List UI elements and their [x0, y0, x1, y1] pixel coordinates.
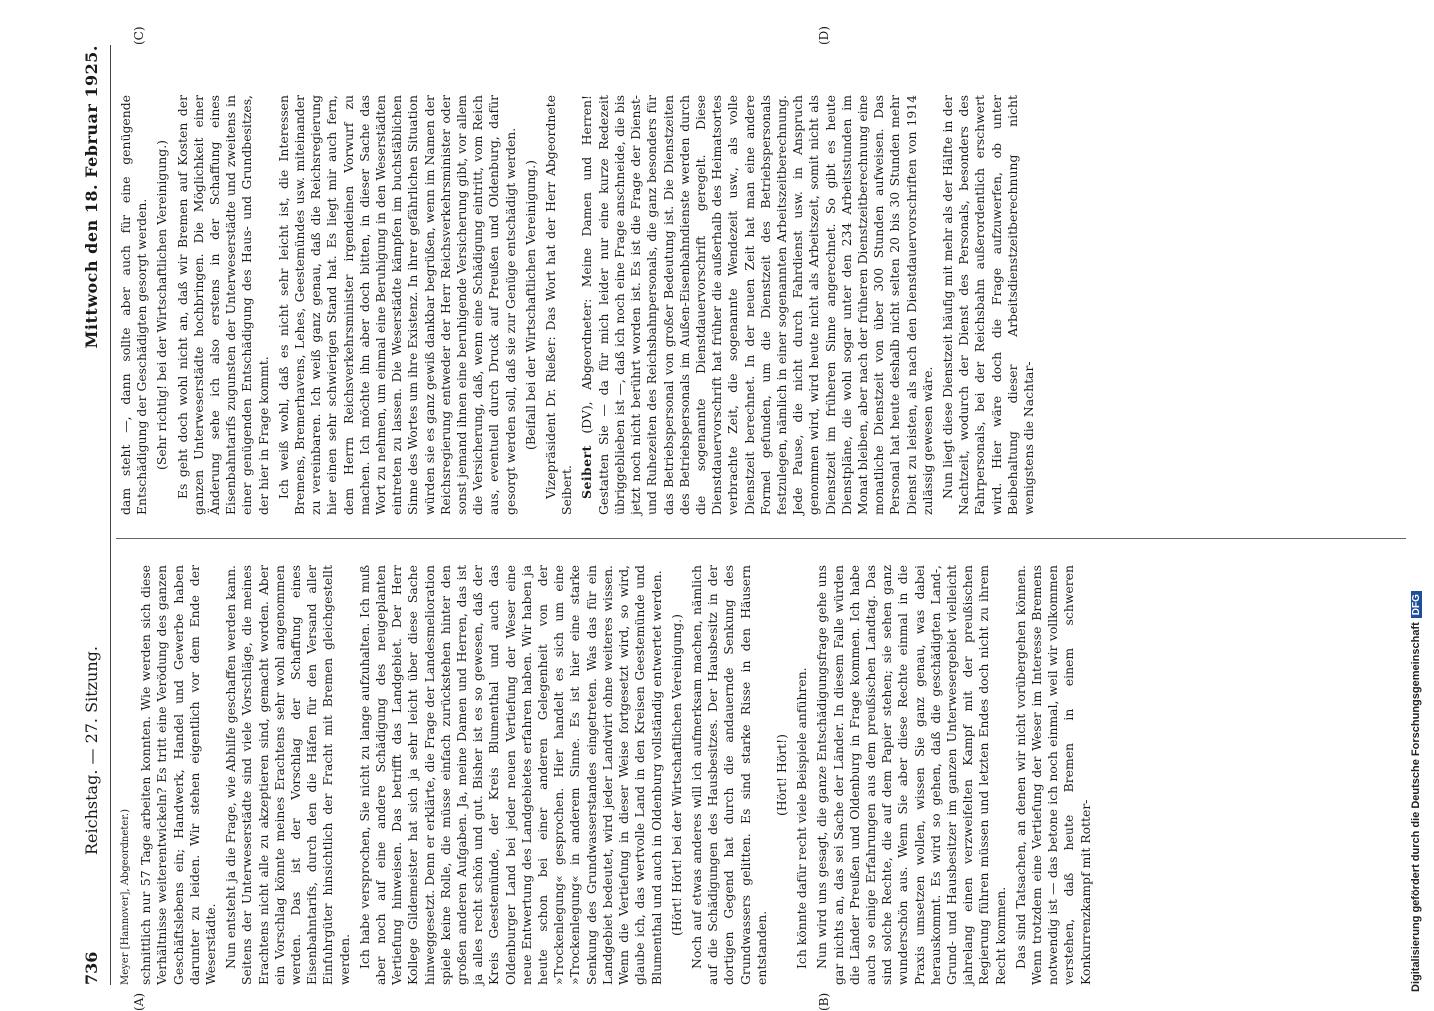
margin-marker-c: (C)	[132, 26, 146, 45]
header-rule	[110, 45, 111, 985]
reaction: (Beifall bei der Wirtschaftlichen Vereinigung.)	[522, 160, 538, 450]
paragraph: schnittlich nur 57 Tage arbeiten konnten. Wie werden sich diese Verhältnisse weiterentwickeln? Es tritt eine Verödung des ganzen Geschäftslebens ein; Handwerk, Handel und Gewerbe haben darunter zu leiden. Wir stehen eigentlich vor dem Ende der Weserstädte.	[138, 565, 219, 985]
paragraph: Nun wird uns gesagt, die ganze Entschädigungsfrage gehe uns gar nichts an, das sei Sache der Länder. In diesem Falle würden die Länder Preußen und Oldenburg in Frage kommen. Ich habe auch so einige Erfahrungen aus dem preußischen Landtag. Das sind solche Rechte, die auf dem Papier stehen; sie sehen ganz wunderschön aus. Wenn Sie aber diese Rechte einmal in die Praxis umsetzen wollen, wissen Sie ganz genau, was dabei herauskommt. Es wird so gehen, daß die geschädigten Land-, Grund- und Hausbesitzer im ganzen Unterwesergebiet vielleicht jahrelang einen verzweifelten Kampf mit der preußischen Regierung führen müssen und letzten Endes doch nicht zu ihrem Recht kommen.	[814, 565, 1008, 985]
paragraph: Ich weiß wohl, daß es nicht sehr leicht ist, die Interessen Bremens, Bremerhavens, Lehes, Geestemündes usw. miteinander zu vereinbaren. Ich weiß ganz genau, daß die Reichsregierung hier einen sehr schwierigen Stand hat. Es liegt mir auch fern, dem Herrn Reichsverkehrsminister irgendeinen Vorwurf zu machen. Ich möchte ihn aber doch bitten, in dieser Sache das Wort zu nehmen, um einmal eine Beruhigung in den Weserstädten eintreten zu lassen. Die Weserstädte kämpfen im buchstäblichen Sinne des Wortes um ihre Existenz. In ihrer gefährlichen Situation würden sie es ganz gewiß dankbar begrüßen, wenn im Namen der Reichsregierung entweder der Herr Reichsverkehrsminister oder sonst jemand ihnen eine beruhigende Versicherung gibt, vor allem die Versicherung, daß, wenn eine Schädigung eintritt, vom Reich aus, eventuell durch Druck auf Preußen und Oldenburg, dafür gesorgt werden soll, daß sie zur Genüge entschädigt werden.	[275, 95, 518, 515]
margin-marker-a: (A)	[132, 992, 146, 1011]
paragraph	[579, 95, 935, 515]
rotated-document-page	[82, 26, 1412, 1011]
president-statement: Vizepräsident Dr. Rießer: Das Wort hat der Herr Abgeordnete Seibert.	[543, 95, 575, 515]
margin-marker-b: (B)	[817, 992, 831, 1011]
paragraph: Das sind Tatsachen, an denen wir nicht vorübergehen können. Wenn trotzdem eine Vertiefung der Weser im Interesse Bremens notwendig ist — das betone ich noch einmal, weil wir vollkommen verstehen, daß heute Bremen in einem schweren Konkurrenzkampf mit Rotter-	[1012, 565, 1093, 985]
funding-text: Digitalisierung gefördert durch die Deutsche Forschungsgemeinschaft	[1410, 622, 1422, 992]
column-divider	[116, 538, 1406, 539]
speech-text: (DV), Abgeordneter: Meine Damen und Herren! Gestatten Sie — da für mich leider nur eine kurze Redezeit übriggeblieben ist —, daß ich noch eine Frage anschneide, die bis jetzt noch nicht berührt worden ist. Es ist die Frage der Dienst- und Ruhezeiten des Reichsbahnpersonals, die ganz besonders für das Betriebspersonal von großer Bedeutung ist. Die Dienstzeiten des Betriebspersonals im Außen-Eisenbahndienste werden durch die sogenannte Dienstdauervorschrift geregelt. Diese Dienstdauervorschrift hat früher die außerhalb des Heimatsortes verbrachte Zeit, die sogenannte Wendezeit usw., als volle Dienstzeit berechnet. In der neuen Zeit hat man eine andere Formel gefunden, um die Dienstzeit des Betriebspersonals festzulegen, nämlich in einer sogenannten Arbeitszeitberechnung. Jede Pause, die nicht durch Fahrdienst usw. in Anspruch genommen wird, wird heute nicht als Arbeitszeit, somit nicht als Dienstzeit im früheren Sinne angerechnet. So gibt es heute Dienstpläne, die wohl sogar unter den 234 Arbeitsstunden im Monat bleiben, aber nach der früheren Dienstzeitberechnung eine monatliche Dienstzeit von über 300 Stunden aufweisen. Das Personal hat heute deshalb nicht selten 20 bis 30 Stunden mehr Dienst zu leisten, als nach den Dienstdauervorschriften von 1914 zulässig gewesen wäre.	[579, 95, 935, 515]
right-column	[118, 95, 1041, 515]
speaker-name: Seibert	[579, 445, 595, 499]
paragraph: Es geht doch wohl nicht an, daß wir Bremen auf Kosten der ganzen Unterweserstädte hochbringen. Die Möglichkeit einer Änderung sehe ich also erstens in der Schaffung eines Eisenbahntarifs zugunsten der Unterweserstädte und zweitens in einer genügenden Entschädigung des Haus- und Grundbesitzes, der hier in Frage kommt.	[174, 95, 271, 515]
left-column	[118, 565, 1098, 985]
paragraph: Ich habe versprochen, Sie nicht zu lange aufzuhalten. Ich muß aber noch auf eine andere Schädigung des neugeplanten Vertiefung hinweisen. Das betrifft das Landgebiet. Der Herr Kollege Gildemeister hat sich ja sehr leicht über diese Sache hinweggesetzt. Denn er erklärte, die Frage der Landesmelioration spiele keine Rolle, die müsse einfach zurückstehen hinter den großen anderen Aufgaben. Ja, meine Damen und Herren, das ist ja alles recht schön und gut. Bisher ist es so gewesen, daß der Kreis Geestemünde, der Kreis Blumenthal und auch das Oldenburger Land bei jeder neuen Vertiefung der Weser eine neue Entwertung des Landgebietes erfahren haben. Wir haben ja heute schon bei einer anderen Gelegenheit von der »Trockenlegung« gesprochen. Hier handelt es sich um eine »Trockenlegung« in anderem Sinne. Es ist hier eine starke Senkung des Grundwasserstandes eingetreten. Was das für ein Landgebiet bedeutet, wird jeder Landwirt ohne weiteres wissen. Wenn die Vertiefung in dieser Weise fortgesetzt wird, so wird, glaube ich, das wertvolle Land in den Kreisen Geestemünde und Blumenthal und auch in Oldenburg vollständig entwertet werden.	[356, 565, 664, 985]
paragraph: Nun entsteht ja die Frage, wie Abhilfe geschaffen werden kann. Seitens der Unterweserstädte sind viele Vorschläge, die meines Erachtens nicht alle zu akzeptieren sind, gemacht worden. Aber ein Vorschlag könnte meines Erachtens sehr wohl angenommen werden. Das ist der Vorschlag der Schaffung eines Eisenbahntarifs, durch den die Häfen für den Versand aller Einfuhrgüter hinsichtlich der Fracht mit Bremen gleichgestellt werden.	[223, 565, 352, 985]
reaction: (Hört! Hört! bei der Wirtschaftlichen Vereinigung.)	[668, 614, 684, 936]
reaction: (Sehr richtig! bei der Wirtschaftlichen Vereinigung.)	[154, 140, 170, 470]
margin-marker-d: (D)	[817, 26, 831, 45]
reaction: (Hört! Hört!)	[773, 734, 789, 816]
page-header	[82, 45, 112, 985]
paragraph: Noch auf etwas anderes will ich aufmerksam machen, nämlich auf die Schädigungen des Hausbesitzes. Der Hausbesitz in der dortigen Gegend hat durch die andauernde Senkung des Grundwassers gelitten. Es sind starke Risse in den Häusern entstanden.	[688, 565, 769, 985]
paragraph: Nun liegt diese Dienstzeit häufig mit mehr als der Hälfte in der Nachtzeit, wodurch der Dienst des Personals, besonders des Fahrpersonals, bei der Reichsbahn außerordentlich erschwert wird. Hier wäre doch die Frage aufzuwerfen, ob unter Beibehaltung dieser Arbeitsdienstzeitberechnung nicht wenigstens die Nachtar-	[939, 95, 1036, 515]
session-date: Mittwoch den 18. Februar 1925.	[82, 45, 101, 349]
page-number: 736	[82, 951, 101, 985]
dfg-logo: DFG	[1411, 591, 1422, 618]
paragraph: dam steht —, dann sollte aber auch für eine genügende Entschädigung der Geschädigten gesorgt werden.	[118, 95, 150, 515]
session-title: Reichstag. — 27. Sitzung.	[82, 646, 101, 855]
paragraph: Ich könnte dafür recht viele Beispiele anführen.	[794, 667, 810, 969]
speaker-line: Meyer [Hannover], Abgeordneter.)	[120, 809, 131, 985]
funding-note	[1410, 591, 1422, 992]
